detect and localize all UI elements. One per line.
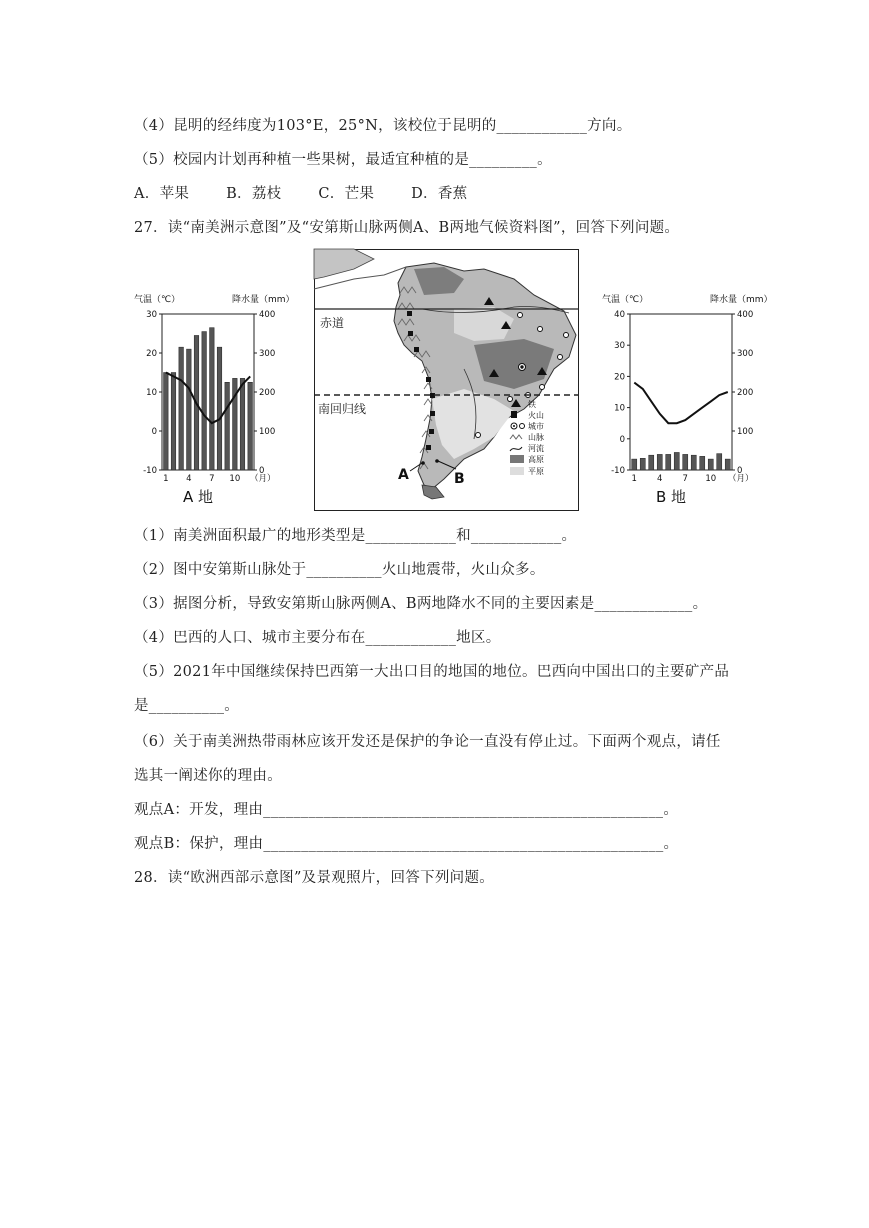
chart-a-precip-tick-label: 200 — [259, 388, 276, 398]
chart-a-month-tick: 10 — [229, 474, 241, 484]
chart-b-precip-tick-label: 400 — [737, 310, 754, 320]
q27-item6-b: 选其一阐述你的理由。 — [134, 768, 282, 784]
legend-city: 城市 — [528, 422, 544, 431]
chart-b-precip-bar — [674, 452, 679, 470]
chart-b-temp-tick-label: -10 — [611, 466, 625, 476]
chart-b-precip-bar — [649, 455, 654, 470]
chart-b-precip-tick-label: 100 — [737, 427, 754, 437]
q28-stem: 28．读“欧洲西部示意图”及景观照片，回答下列问题。 — [134, 870, 495, 886]
chart-b-temp-tick-label: 40 — [614, 310, 625, 320]
chart-a-precip-bar — [248, 382, 253, 470]
chart-b-temp-tick-label: 0 — [619, 434, 625, 445]
q27-item5-a: （5）2021年中国继续保持巴西第一大出口目的地国的地位。巴西向中国出口的主要矿产品 — [134, 664, 730, 680]
chart-b-precip-bar — [683, 454, 688, 470]
chart-b-month-unit: （月） — [728, 474, 754, 484]
chart-a-precip-tick-label: 100 — [259, 427, 276, 437]
chart-a-temp-tick-label: 30 — [146, 310, 157, 320]
chart-a-precip-bar — [225, 382, 230, 470]
chart-a-temp-tick-label: 10 — [146, 388, 157, 398]
chart-b-month-tick: 4 — [657, 474, 663, 484]
chart-a-month-tick: 7 — [209, 474, 215, 484]
q26-item5: （5）校园内计划再种植一些果树，最适宜种植的是_________。 — [134, 152, 552, 168]
chart-a-temp-tick-label: 0 — [151, 427, 157, 437]
chart-a-precip-bar — [171, 373, 176, 471]
chart-b-precip-bar — [666, 454, 671, 470]
chart-b-temp-tick-label: 30 — [614, 341, 625, 352]
chart-a-precip-tick-label: 300 — [259, 349, 276, 359]
chart-a-precip-tick-label: 400 — [259, 310, 276, 320]
chart-a-precip-axis-label: 降水量（mm） — [232, 295, 295, 305]
chart-b-precip-bar — [725, 459, 730, 470]
chart-b-precip-bar — [632, 459, 637, 470]
chart-b-temp-tick-label: 10 — [614, 403, 625, 414]
chart-a-precip-bar — [210, 328, 215, 470]
chart-b-precip-tick-label: 300 — [737, 349, 754, 359]
figure-row — [134, 246, 774, 516]
chart-a-precip-bar — [179, 347, 184, 470]
q26-item4: （4）昆明的经纬度为103°E，25°N，该校位于昆明的____________方向。 — [134, 118, 632, 134]
option-c: C．芒果 — [318, 186, 375, 202]
chart-b-month-tick: 7 — [682, 474, 688, 484]
option-b: B．荔枝 — [226, 186, 282, 202]
chart-a-precip-bar — [164, 373, 169, 471]
q27-item1: （1）南美洲面积最广的地形类型是____________和____________。 — [134, 528, 577, 544]
chart-b-precip-bar — [657, 454, 662, 470]
chart-a-month-tick: 4 — [186, 474, 192, 484]
q27-stem: 27．读“南美洲示意图”及“安第斯山脉两侧A、B两地气候资料图”，回答下列问题。 — [134, 220, 680, 236]
chart-a-temp-line — [166, 373, 250, 424]
q27-view-b: 观点B：保护，理由_____________________________________________________。 — [134, 836, 679, 852]
q27-item6-a: （6）关于南美洲热带雨林应该开发还是保护的争论一直没有停止过。下面两个观点，请任 — [134, 734, 721, 750]
legend-mountain: 山脉 — [528, 433, 544, 442]
chart-a-month-tick: 1 — [163, 474, 169, 484]
point-b-label: B — [454, 471, 465, 487]
chart-a-precip-tick-label: 0 — [259, 466, 265, 476]
legend-volcano: 火山 — [528, 411, 544, 420]
chart-a-temp-axis-label: 气温（℃） — [134, 295, 181, 305]
option-d: D．香蕉 — [411, 186, 468, 202]
chart-b-precip-bar — [717, 454, 722, 470]
q27-view-a: 观点A：开发，理由_____________________________________________________。 — [134, 802, 679, 818]
q27-item5-b: 是__________。 — [134, 698, 240, 714]
q27-item2: （2）图中安第斯山脉处于__________火山地震带，火山众多。 — [134, 562, 545, 578]
climate-chart-b — [602, 290, 773, 510]
q27-item3: （3）据图分析，导致安第斯山脉两侧A、B两地降水不同的主要因素是_____________。 — [134, 596, 708, 612]
chart-a-month-unit: （月） — [250, 474, 276, 484]
chart-b-precip-axis-label: 降水量（mm） — [710, 295, 773, 305]
point-a-label: A — [398, 467, 409, 483]
chart-b-precip-bar — [691, 455, 696, 470]
legend-plain: 平原 — [528, 467, 544, 476]
chart-a-precip-bar — [202, 332, 207, 470]
chart-a-temp-tick-label: -10 — [143, 466, 157, 476]
chart-b-precip-bar — [708, 459, 713, 470]
chart-b-precip-tick-label: 0 — [737, 466, 743, 476]
option-a: A．苹果 — [134, 186, 190, 202]
legend-river: 河流 — [528, 444, 544, 453]
chart-b-month-tick: 1 — [631, 474, 637, 484]
q26-options — [134, 182, 499, 203]
chart-a-chart-title: A 地 — [182, 488, 214, 506]
chart-b-precip-bar — [640, 458, 645, 470]
chart-a-temp-tick-label: 20 — [146, 349, 157, 359]
south-america-map — [314, 249, 579, 511]
chart-b-chart-title: B 地 — [655, 488, 687, 506]
chart-b-precip-bar — [700, 456, 705, 470]
chart-a-precip-bar — [187, 349, 192, 470]
legend-iron: 铁 — [528, 400, 536, 409]
tropic-label: 南回归线 — [318, 402, 367, 416]
chart-a-precip-bar — [217, 347, 222, 470]
equator-label: 赤道 — [320, 316, 345, 330]
chart-b-precip-tick-label: 200 — [737, 388, 754, 398]
chart-b-temp-line — [634, 383, 728, 424]
legend-plateau: 高原 — [528, 455, 544, 464]
q27-item4: （4）巴西的人口、城市主要分布在____________地区。 — [134, 630, 501, 646]
chart-b-temp-axis-label: 气温（℃） — [602, 295, 649, 305]
chart-b-month-tick: 10 — [705, 474, 717, 484]
chart-a-precip-bar — [240, 378, 245, 470]
climate-chart-a — [134, 290, 295, 510]
chart-b-temp-tick-label: 20 — [614, 372, 625, 383]
